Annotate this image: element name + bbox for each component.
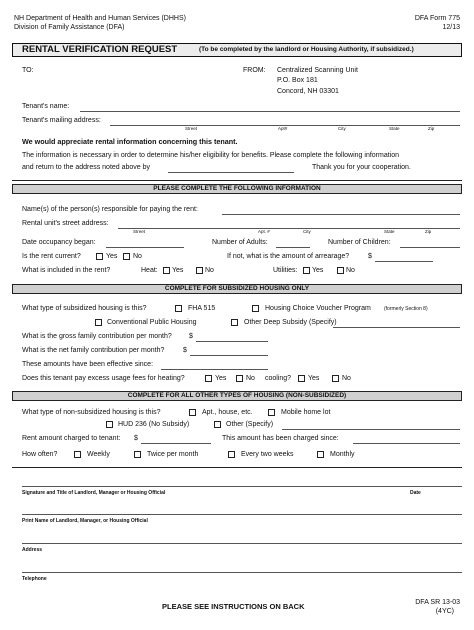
utilities-no-label: No	[346, 267, 355, 274]
heating-no-checkbox[interactable]	[236, 375, 243, 382]
rent-dollar: $	[134, 435, 138, 442]
form-date: 12/13	[442, 24, 460, 31]
form-code: DFA SR 13-03	[415, 599, 460, 606]
form-code-suffix: (4YC)	[435, 608, 454, 615]
gross-dollar: $	[189, 333, 193, 340]
every-two-weeks-checkbox[interactable]	[228, 451, 235, 458]
instructions-note: PLEASE SEE INSTRUCTIONS ON BACK	[162, 602, 305, 611]
from-address-line1: Centralized Scanning Unit	[277, 67, 358, 74]
heat-yes-label: Yes	[172, 267, 184, 274]
intro-heading: We would appreciate rental information concerning this tenant.	[22, 137, 238, 146]
rent-current-no-checkbox[interactable]	[123, 253, 130, 260]
arrearage-dollar: $	[368, 253, 372, 260]
voucher-label: Housing Choice Voucher Program	[265, 305, 371, 312]
fha-515-label: FHA 515	[188, 305, 216, 312]
every-two-weeks-label: Every two weeks	[241, 451, 294, 458]
monthly-checkbox[interactable]	[317, 451, 324, 458]
from-address-line2: P.O. Box 181	[277, 77, 318, 84]
tenant-apt-caption: Apt#	[278, 126, 288, 131]
adults-label: Number of Adults:	[212, 239, 268, 246]
tenant-name-field[interactable]	[80, 111, 460, 112]
intro-line2: and return to the address noted above by	[22, 164, 151, 171]
adults-field[interactable]	[276, 247, 310, 248]
cooling-yes-label: Yes	[308, 375, 320, 382]
voucher-checkbox[interactable]	[252, 305, 259, 312]
signature-label: Signature and Title of Landlord, Manager or Housing Official	[22, 490, 166, 496]
section3-heading: COMPLETE FOR ALL OTHER TYPES OF HOUSING (NON-SUBSIDIZED)	[12, 391, 462, 401]
unit-address-field[interactable]	[118, 228, 460, 229]
heat-no-label: No	[205, 267, 214, 274]
utilities-label: Utilities:	[273, 267, 298, 274]
children-field[interactable]	[400, 247, 460, 248]
rent-current-yes-label: Yes	[106, 253, 118, 260]
form-title-note: (To be completed by the landlord or Housing Authority, if subsidized.)	[199, 46, 414, 53]
tenant-mailing-label: Tenant's mailing address:	[22, 117, 101, 124]
unit-state-caption: State	[384, 229, 395, 234]
weekly-checkbox[interactable]	[74, 451, 81, 458]
arrearage-field[interactable]	[375, 261, 433, 262]
net-dollar: $	[183, 347, 187, 354]
division-name: Division of Family Assistance (DFA)	[14, 24, 125, 31]
hud-236-checkbox[interactable]	[106, 421, 113, 428]
rent-amount-label: Rent amount charged to tenant:	[22, 435, 121, 442]
unit-apt-caption: Apt. #	[258, 229, 270, 234]
hud-236-label: HUD 236 (No Subsidy)	[118, 421, 190, 428]
mobile-home-checkbox[interactable]	[268, 409, 275, 416]
unit-street-caption: Street	[133, 229, 146, 234]
other-housing-label: Other (Specify)	[226, 421, 274, 428]
return-by-date-field[interactable]	[168, 172, 294, 173]
voucher-note: (formerly Section 8)	[384, 306, 428, 312]
weekly-label: Weekly	[87, 451, 110, 458]
effective-since-field[interactable]	[161, 369, 268, 370]
agency-name: NH Department of Health and Human Services (DHHS)	[14, 15, 186, 22]
how-often-label: How often?	[22, 451, 58, 458]
mobile-home-label: Mobile home lot	[281, 409, 331, 416]
excess-usage-label: Does this tenant pay excess usage fees for heating?	[22, 375, 185, 382]
twice-per-month-label: Twice per month	[147, 451, 199, 458]
charged-since-field[interactable]	[353, 443, 460, 444]
intro-thanks: Thank you for your cooperation.	[312, 164, 411, 171]
intro-line1: The information is necessary in order to determine his/her eligibility for benefits. Please complete the following information	[22, 152, 400, 159]
children-label: Number of Children:	[328, 239, 391, 246]
section1-heading: PLEASE COMPLETE THE FOLLOWING INFORMATION	[12, 184, 462, 194]
responsible-label: Name(s) of the person(s) responsible for paying the rent:	[22, 206, 198, 213]
heat-label: Heat:	[141, 267, 158, 274]
unit-city-caption: City	[303, 229, 311, 234]
cooling-no-label: No	[342, 375, 351, 382]
print-name-field[interactable]	[22, 514, 462, 515]
twice-per-month-checkbox[interactable]	[134, 451, 141, 458]
heating-yes-label: Yes	[215, 375, 227, 382]
included-label: What is included in the rent?	[22, 267, 111, 274]
rent-current-yes-checkbox[interactable]	[96, 253, 103, 260]
unit-address-label: Rental unit's street address:	[22, 220, 109, 227]
apt-house-label: Apt., house, etc.	[202, 409, 253, 416]
tenant-street-caption: Street	[185, 126, 198, 131]
subsidized-type-label: What type of subsidized housing is this?	[22, 305, 147, 312]
form-number: DFA Form 775	[414, 15, 460, 22]
fha-515-checkbox[interactable]	[175, 305, 182, 312]
date-label: Date	[410, 490, 421, 496]
other-housing-field[interactable]	[282, 429, 460, 430]
cooling-no-checkbox[interactable]	[332, 375, 339, 382]
tenant-name-label: Tenant's name:	[22, 103, 70, 110]
net-contribution-field[interactable]	[190, 355, 268, 356]
gross-contribution-label: What is the gross family contribution per month?	[22, 333, 172, 340]
occupancy-field[interactable]	[106, 247, 184, 248]
from-address-line3: Concord, NH 03301	[277, 88, 339, 95]
gross-contribution-field[interactable]	[196, 341, 268, 342]
other-deep-subsidy-field[interactable]	[333, 327, 460, 328]
section-divider	[12, 467, 462, 468]
form-title: RENTAL VERIFICATION REQUEST	[22, 44, 178, 55]
conventional-housing-label: Conventional Public Housing	[107, 319, 197, 326]
telephone-label: Telephone	[22, 576, 47, 582]
conventional-housing-checkbox[interactable]	[95, 319, 102, 326]
monthly-label: Monthly	[330, 451, 355, 458]
tenant-city-caption: City	[338, 126, 346, 131]
other-housing-checkbox[interactable]	[214, 421, 221, 428]
unit-zip-caption: Zip	[425, 229, 432, 234]
utilities-no-checkbox[interactable]	[337, 267, 344, 274]
signature-field[interactable]	[22, 486, 462, 487]
tenant-zip-caption: Zip	[428, 126, 435, 131]
heat-yes-checkbox[interactable]	[163, 267, 170, 274]
rent-current-label: Is the rent current?	[22, 253, 81, 260]
telephone-field[interactable]	[22, 572, 462, 573]
non-subsidized-type-label: What type of non-subsidized housing is this?	[22, 409, 161, 416]
heating-no-label: No	[246, 375, 255, 382]
apt-house-checkbox[interactable]	[189, 409, 196, 416]
cooling-label: cooling?	[265, 375, 292, 382]
effective-since-label: These amounts have been effective since:	[22, 361, 154, 368]
from-label: FROM:	[243, 67, 266, 74]
cooling-yes-checkbox[interactable]	[298, 375, 305, 382]
tenant-state-caption: State	[389, 126, 400, 131]
print-name-label: Print Name of Landlord, Manager, or Housing Official	[22, 518, 148, 524]
responsible-field[interactable]	[222, 214, 460, 215]
rent-amount-field[interactable]	[141, 443, 211, 444]
other-deep-subsidy-checkbox[interactable]	[231, 319, 238, 326]
rent-current-no-label: No	[133, 253, 142, 260]
other-deep-subsidy-label: Other Deep Subsidy (Specify)	[244, 319, 337, 326]
charged-since-label: This amount has been charged since:	[222, 435, 339, 442]
utilities-yes-checkbox[interactable]	[303, 267, 310, 274]
net-contribution-label: What is the net family contribution per month?	[22, 347, 165, 354]
occupancy-label: Date occupancy began:	[22, 239, 96, 246]
to-label: TO:	[22, 67, 34, 74]
utilities-yes-label: Yes	[312, 267, 324, 274]
section-divider	[12, 180, 462, 181]
address-field[interactable]	[22, 543, 462, 544]
section2-heading: COMPLETE FOR SUBSIDIZED HOUSING ONLY	[12, 284, 462, 294]
arrearage-label: If not, what is the amount of arrearage?	[227, 253, 350, 260]
address-label: Address	[22, 547, 43, 553]
heat-no-checkbox[interactable]	[196, 267, 203, 274]
heating-yes-checkbox[interactable]	[205, 375, 212, 382]
